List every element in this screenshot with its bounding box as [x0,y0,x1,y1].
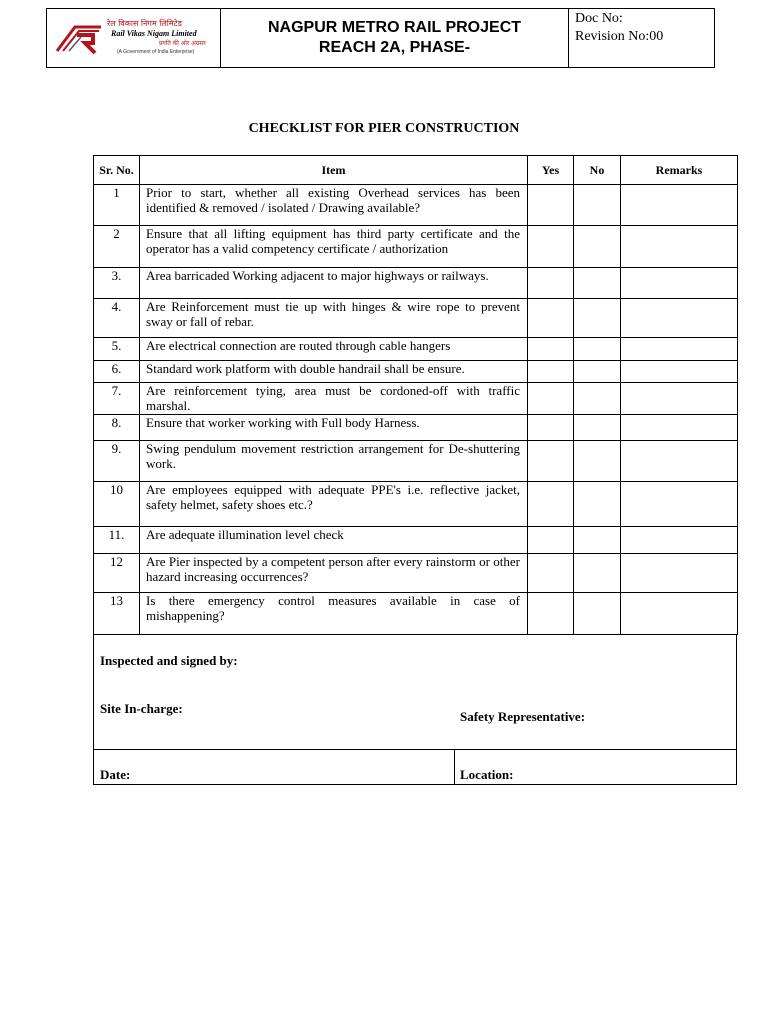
logo-hindi-name: रेल विकास निगम लिमिटेड [107,19,182,28]
row-no-cell[interactable] [574,441,621,482]
doc-info [569,9,714,67]
row-sr-no: 12 [94,554,140,593]
row-remarks-cell[interactable] [621,527,738,554]
rvnl-logo-mark-icon [55,21,105,55]
table-header-row [94,156,738,185]
row-remarks-cell[interactable] [621,268,738,299]
table-row [94,299,738,338]
table-row [94,268,738,299]
date-label: Date: [100,767,131,782]
row-sr-no: 13 [94,593,140,635]
row-item-text: Prior to start, whether all existing Overhead services has been identified & removed / isolated / Drawing available? [140,185,528,226]
row-yes-cell[interactable] [528,383,574,415]
header-item: Item [140,156,528,185]
row-remarks-cell[interactable] [621,383,738,415]
logo-english-name: Rail Vikas Nigam Limited [111,29,197,38]
row-remarks-cell[interactable] [621,299,738,338]
row-yes-cell[interactable] [528,527,574,554]
header-sr-no: Sr. No. [94,156,140,185]
doc-number: Doc No: [575,11,623,26]
row-yes-cell[interactable] [528,338,574,361]
row-item-text: Standard work platform with double handrail shall be ensure. [140,361,528,383]
row-sr-no: 6. [94,361,140,383]
table-row [94,441,738,482]
row-remarks-cell[interactable] [621,185,738,226]
table-row [94,593,738,635]
row-sr-no: 7. [94,383,140,415]
document-header [46,8,715,68]
row-remarks-cell[interactable] [621,441,738,482]
row-sr-no: 10 [94,482,140,527]
row-item-text: Ensure that worker working with Full body Harness. [140,415,528,441]
row-remarks-cell[interactable] [621,593,738,635]
checklist-table [93,155,738,635]
row-remarks-cell[interactable] [621,415,738,441]
row-item-text: Are adequate illumination level check [140,527,528,554]
divider-line-vertical [454,749,455,784]
row-sr-no: 2 [94,226,140,268]
revision-number: Revision No:00 [575,29,664,44]
row-item-text: Are Reinforcement must tie up with hinges & wire rope to prevent sway or fall of rebar. [140,299,528,338]
table-row [94,361,738,383]
row-yes-cell[interactable] [528,268,574,299]
table-row [94,482,738,527]
logo-tagline: प्रगति की ओर अग्रसर [159,40,206,47]
row-yes-cell[interactable] [528,441,574,482]
row-sr-no: 11. [94,527,140,554]
row-remarks-cell[interactable] [621,482,738,527]
row-yes-cell[interactable] [528,226,574,268]
row-yes-cell[interactable] [528,415,574,441]
row-no-cell[interactable] [574,527,621,554]
row-sr-no: 5. [94,338,140,361]
row-no-cell[interactable] [574,415,621,441]
logo-cell [47,9,221,67]
rvnl-logo [55,19,207,59]
signature-section [93,635,737,785]
row-no-cell[interactable] [574,554,621,593]
header-yes: Yes [528,156,574,185]
table-row [94,226,738,268]
site-incharge-label: Site In-charge: [100,701,183,716]
row-sr-no: 9. [94,441,140,482]
header-remarks: Remarks [621,156,738,185]
row-yes-cell[interactable] [528,361,574,383]
row-no-cell[interactable] [574,361,621,383]
row-sr-no: 8. [94,415,140,441]
row-no-cell[interactable] [574,593,621,635]
row-item-text: Area barricaded Working adjacent to major highways or railways. [140,268,528,299]
row-yes-cell[interactable] [528,482,574,527]
row-no-cell[interactable] [574,226,621,268]
row-item-text: Are electrical connection are routed through cable hangers [140,338,528,361]
row-item-text: Ensure that all lifting equipment has third party certificate and the operator has a valid competency certificate / authorization [140,226,528,268]
project-title [221,9,569,67]
row-item-text: Swing pendulum movement restriction arrangement for De-shuttering work. [140,441,528,482]
logo-subtitle: (A Government of India Enterprise) [117,49,195,55]
row-yes-cell[interactable] [528,554,574,593]
row-remarks-cell[interactable] [621,226,738,268]
row-sr-no: 1 [94,185,140,226]
row-remarks-cell[interactable] [621,554,738,593]
row-remarks-cell[interactable] [621,338,738,361]
row-yes-cell[interactable] [528,593,574,635]
table-row [94,185,738,226]
table-row [94,527,738,554]
row-no-cell[interactable] [574,482,621,527]
row-no-cell[interactable] [574,338,621,361]
row-sr-no: 3. [94,268,140,299]
safety-rep-label: Safety Representative: [460,709,586,724]
row-yes-cell[interactable] [528,185,574,226]
location-label: Location: [460,767,514,782]
row-item-text: Is there emergency control measures available in case of mishappening? [140,593,528,635]
table-row [94,554,738,593]
row-remarks-cell[interactable] [621,361,738,383]
table-row [94,338,738,361]
row-item-text: Are Pier inspected by a competent person after every rainstorm or other hazard increasing occurrences? [140,554,528,593]
row-item-text: Are reinforcement tying, area must be cordoned-off with traffic marshal. [140,383,528,415]
table-row [94,383,738,415]
table-row [94,415,738,441]
project-title-line1: NAGPUR METRO RAIL PROJECT [267,19,522,36]
project-title-line2: REACH 2A, PHASE- [318,39,471,56]
row-no-cell[interactable] [574,268,621,299]
inspected-label: Inspected and signed by: [100,653,238,668]
header-no: No [574,156,621,185]
page-title: CHECKLIST FOR PIER CONSTRUCTION [248,121,520,136]
row-item-text: Are employees equipped with adequate PPE's i.e. reflective jacket, safety helmet, safety shoes etc.? [140,482,528,527]
row-no-cell[interactable] [574,185,621,226]
row-sr-no: 4. [94,299,140,338]
divider-line [94,749,736,750]
row-no-cell[interactable] [574,383,621,415]
row-yes-cell[interactable] [528,299,574,338]
row-no-cell[interactable] [574,299,621,338]
